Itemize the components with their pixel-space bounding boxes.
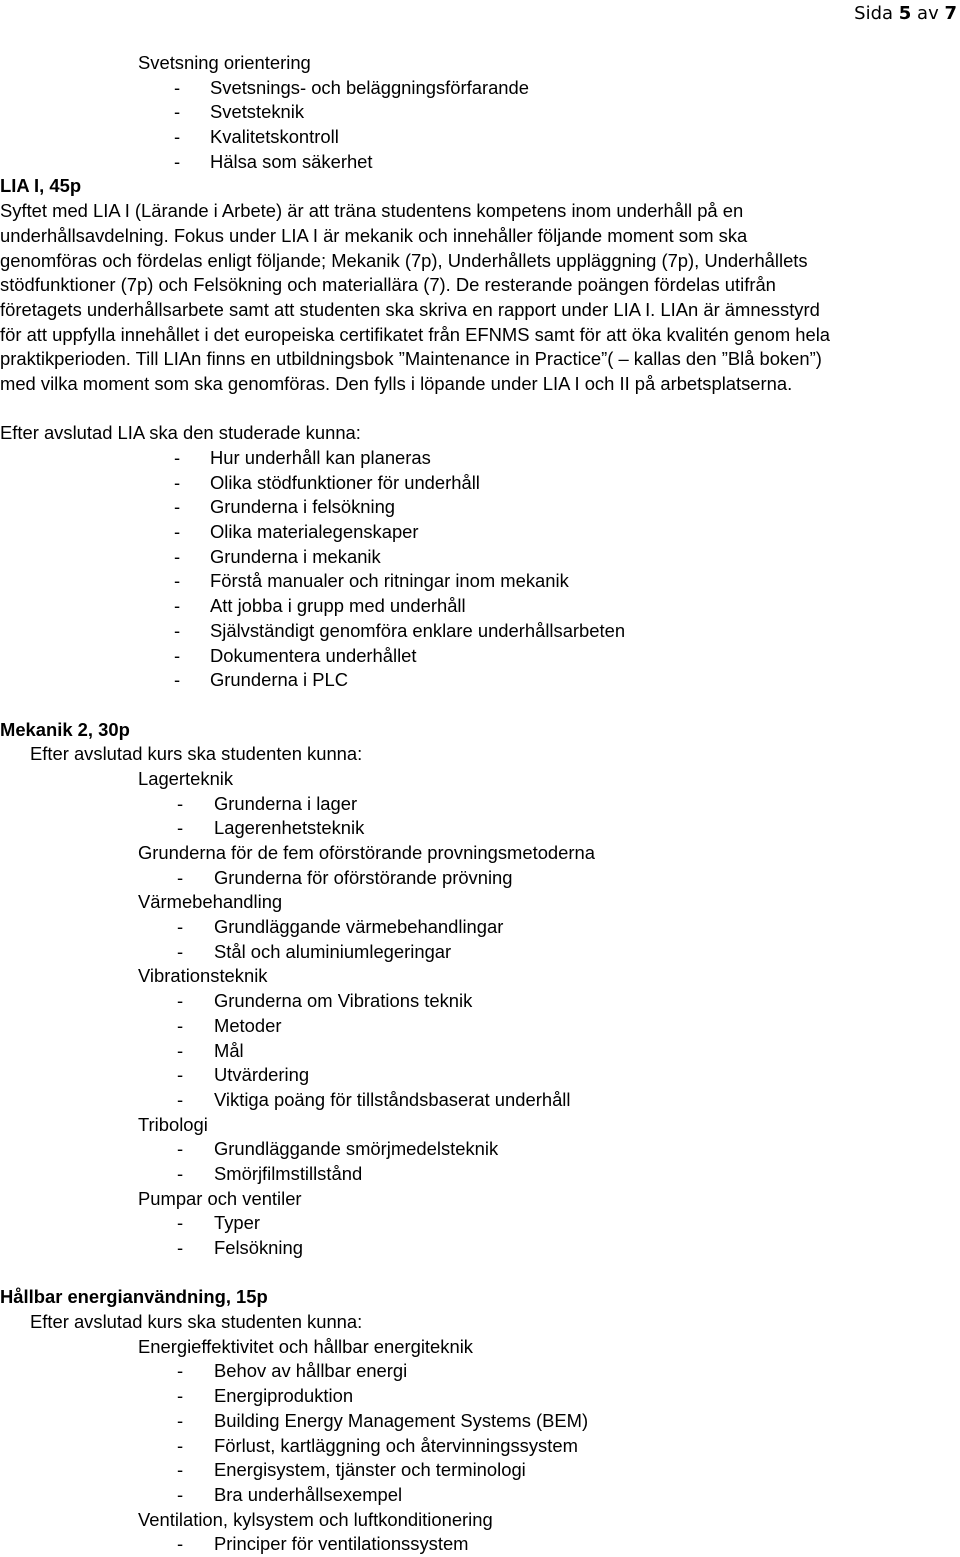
list-item-text: Hälsa som säkerhet: [210, 150, 373, 172]
lia-paragraph-line: för att uppfylla innehållet i det europeiska certifikatet från EFNMS samt för att öka kvalitén genom hela: [0, 323, 831, 345]
list-item: [0, 1014, 960, 1039]
list-item: [0, 1088, 960, 1113]
list-item: [0, 668, 960, 693]
list-item: [0, 866, 960, 891]
list-item: [0, 915, 960, 940]
list-dash: -: [174, 521, 181, 543]
energi-heading: Hållbar energianvändning, 15p: [0, 1286, 268, 1308]
list-dash: -: [177, 940, 184, 962]
spacer: [0, 397, 960, 422]
mekanik-group-title: Tribologi: [138, 1113, 208, 1135]
list-dash: -: [174, 595, 181, 617]
page-number: [854, 3, 957, 24]
lia-paragraph-line: företagets underhållsarbete samt att studenten ska skriva en rapport under LIA I. LIAn är ämnesstyrd: [0, 298, 820, 320]
list-dash: -: [174, 126, 181, 148]
list-dash: -: [177, 866, 184, 888]
list-item: [0, 816, 960, 841]
svetsning-heading: Svetsning orientering: [138, 52, 311, 73]
mekanik-heading: Mekanik 2, 30p: [0, 718, 130, 740]
page-number-total: 7: [944, 3, 957, 24]
list-dash: -: [177, 1459, 184, 1481]
list-item-text: Svetsteknik: [210, 101, 305, 123]
list-item-text: Principer för ventilationssystem: [214, 1533, 469, 1555]
list-dash: -: [177, 1138, 184, 1160]
list-dash: -: [174, 76, 181, 98]
list-item: [0, 1384, 960, 1409]
list-item: [0, 1359, 960, 1384]
lia-paragraph-line: Syftet med LIA I (Lärande i Arbete) är att träna studentens kompetens inom underhåll på en: [0, 200, 744, 222]
list-item-text: Bra underhållsexempel: [214, 1483, 403, 1505]
list-dash: -: [174, 471, 181, 493]
list-item-text: Förlust, kartläggning och återvinningssystem: [214, 1434, 578, 1456]
list-item-text: Energisystem, tjänster och terminologi: [214, 1459, 526, 1481]
list-item-text: Olika stödfunktioner för underhåll: [210, 471, 480, 493]
list-item-text: Förstå manualer och ritningar inom mekanik: [210, 570, 569, 592]
list-item-text: Grunderna i felsökning: [210, 496, 396, 518]
mekanik-group-title: Pumpar och ventiler: [138, 1187, 302, 1209]
page-number-current: 5: [898, 3, 912, 24]
list-item-text: Kvalitetskontroll: [210, 126, 339, 148]
list-item: [0, 100, 960, 125]
lia-paragraph-line: med vilka moment som ska genomföras. Den fylls i löpande under LIA I och II på arbetsplatserna.: [0, 372, 793, 394]
list-item: [0, 940, 960, 965]
energi-group-title: Energieffektivitet och hållbar energiteknik: [138, 1335, 473, 1357]
list-item-text: Behov av hållbar energi: [214, 1360, 408, 1382]
list-item-text: Svetsnings- och beläggningsförfarande: [210, 76, 529, 98]
list-item: [0, 1532, 960, 1557]
list-dash: -: [177, 1212, 184, 1234]
list-item-text: Grunderna i PLC: [210, 669, 349, 691]
list-item-text: Grunderna för oförstörande prövning: [214, 866, 513, 888]
list-dash: -: [177, 1533, 184, 1555]
list-item-text: Viktiga poäng för tillståndsbaserat underhåll: [214, 1088, 571, 1110]
list-item-text: Felsökning: [214, 1237, 303, 1258]
spacer: [0, 1261, 960, 1286]
list-item: [0, 471, 960, 496]
mekanik-group-title: Värmebehandling: [138, 891, 283, 913]
list-item: [0, 495, 960, 520]
list-dash: -: [177, 1039, 184, 1061]
list-dash: -: [174, 570, 181, 592]
list-item-text: Grundläggande värmebehandlingar: [214, 916, 504, 938]
list-dash: -: [177, 1064, 184, 1086]
list-item-text: Grunderna om Vibrations teknik: [214, 990, 473, 1012]
list-item-text: Olika materialegenskaper: [210, 521, 419, 543]
list-item: [0, 520, 960, 545]
list-dash: -: [177, 817, 184, 839]
energi-group-title: Ventilation, kylsystem och luftkonditionering: [138, 1508, 493, 1530]
list-dash: -: [177, 1385, 184, 1407]
mekanik-group-title: Grunderna för de fem oförstörande provningsmetoderna: [138, 842, 595, 863]
list-item: [0, 644, 960, 669]
lia-heading: LIA I, 45p: [0, 175, 82, 197]
page-number-separator: av: [917, 3, 939, 24]
list-item-text: Självständigt genomföra enklare underhållsarbeten: [210, 619, 626, 641]
list-item: [0, 1063, 960, 1088]
list-item: [0, 1458, 960, 1483]
document-body: [0, 51, 960, 1557]
list-item: [0, 1162, 960, 1187]
list-item-text: Lagerenhetsteknik: [214, 817, 365, 839]
list-item-text: Energiproduktion: [214, 1385, 354, 1407]
lia-paragraph-line: praktikperioden. Till LIAn finns en utbildningsbok ”Maintenance in Practice”( – kallas den ”Blå boken”): [0, 348, 822, 370]
list-item: [0, 1236, 960, 1261]
list-dash: -: [174, 101, 181, 123]
list-item-text: Hur underhåll kan planeras: [210, 447, 431, 468]
list-item: [0, 545, 960, 570]
list-item: [0, 150, 960, 175]
list-dash: -: [177, 990, 184, 1012]
list-dash: -: [174, 496, 181, 518]
lia-paragraph-line: genomföras och fördelas enligt följande; Mekanik (7p), Underhållets uppläggning (7p), Underhållets: [0, 249, 808, 271]
list-dash: -: [177, 792, 184, 814]
lia-outcomes-intro: Efter avslutad LIA ska den studerade kunna:: [0, 422, 361, 444]
list-item: [0, 619, 960, 644]
list-item: [0, 989, 960, 1014]
list-item: [0, 569, 960, 594]
mekanik-group-title: Lagerteknik: [138, 767, 234, 789]
list-dash: -: [174, 447, 181, 468]
list-dash: -: [177, 1409, 184, 1431]
list-dash: -: [177, 1237, 184, 1258]
list-item: [0, 1434, 960, 1459]
list-item-text: Smörjfilmstillstånd: [214, 1162, 363, 1184]
mekanik-intro: Efter avslutad kurs ska studenten kunna:: [30, 743, 363, 765]
list-item-text: Typer: [214, 1212, 260, 1234]
list-item-text: Building Energy Management Systems (BEM): [214, 1409, 589, 1431]
list-item: [0, 594, 960, 619]
list-item-text: Utvärdering: [214, 1064, 310, 1086]
list-dash: -: [177, 1014, 184, 1036]
list-dash: -: [174, 150, 181, 172]
list-dash: -: [174, 644, 181, 666]
list-item-text: Mål: [214, 1039, 244, 1061]
spacer: [0, 693, 960, 718]
list-dash: -: [177, 1162, 184, 1184]
list-dash: -: [177, 1434, 184, 1456]
page-number-prefix: Sida: [854, 3, 894, 24]
list-dash: -: [177, 1483, 184, 1505]
list-dash: -: [177, 1360, 184, 1382]
list-item: [0, 1211, 960, 1236]
mekanik-group-title: Vibrationsteknik: [138, 965, 268, 987]
list-item-text: Grunderna i mekanik: [210, 545, 381, 567]
list-item: [0, 1137, 960, 1162]
energi-intro: Efter avslutad kurs ska studenten kunna:: [30, 1311, 363, 1333]
lia-paragraph-line: underhållsavdelning. Fokus under LIA I är mekanik och innehåller följande moment som ska: [0, 224, 748, 246]
list-dash: -: [177, 1088, 184, 1110]
list-item: [0, 446, 960, 471]
list-item: [0, 76, 960, 101]
list-item-text: Metoder: [214, 1014, 282, 1036]
list-dash: -: [177, 916, 184, 938]
list-item: [0, 1039, 960, 1064]
list-item: [0, 1483, 960, 1508]
list-dash: -: [174, 619, 181, 641]
list-item: [0, 1409, 960, 1434]
lia-paragraph-line: stödfunktioner (7p) och Felsökning och materiallära (7). De resterande poängen fördelas utifrån: [0, 274, 776, 296]
list-item-text: Grunderna i lager: [214, 792, 358, 814]
list-item-text: Att jobba i grupp med underhåll: [210, 595, 466, 617]
list-item-text: Dokumentera underhållet: [210, 644, 417, 666]
list-item: [0, 125, 960, 150]
list-dash: -: [174, 669, 181, 691]
list-item-text: Grundläggande smörjmedelsteknik: [214, 1138, 499, 1160]
list-dash: -: [174, 545, 181, 567]
list-item-text: Stål och aluminiumlegeringar: [214, 940, 452, 962]
list-item: [0, 792, 960, 817]
